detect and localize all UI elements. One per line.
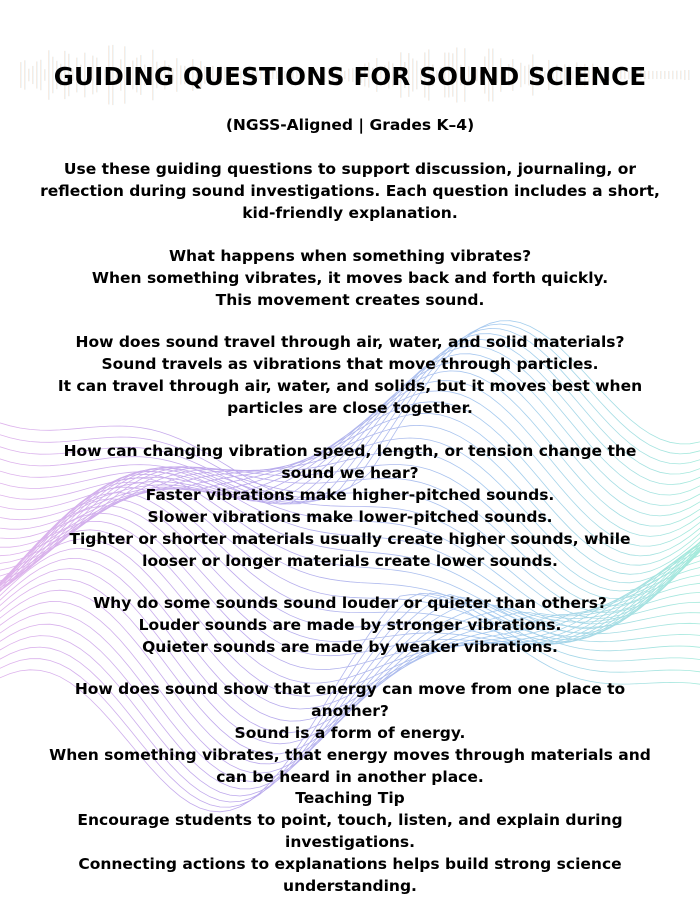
answer-line: Quieter sounds are made by weaker vibrations.	[142, 638, 558, 656]
question-block-2	[40, 331, 660, 419]
teaching-tip-line: Encourage students to point, touch, listen, and explain during investigations.	[77, 811, 623, 851]
teaching-tip-line: Connecting actions to explanations helps build strong science understanding.	[78, 855, 622, 895]
question-text: How can changing vibration speed, length, or tension change the sound we hear?	[63, 442, 637, 482]
page-subtitle: (NGSS-Aligned | Grades K–4)	[225, 116, 475, 134]
page-title: GUIDING QUESTIONS FOR SOUND SCIENCE	[53, 62, 647, 91]
question-block-4	[40, 592, 660, 658]
teaching-tip-heading: Teaching Tip	[295, 789, 405, 807]
question-block-5	[40, 678, 660, 788]
answer-line: Tighter or shorter materials usually create higher sounds, while looser or longer materials create lower sounds.	[69, 530, 631, 570]
answer-line: It can travel through air, water, and solids, but it moves best when particles are close together.	[57, 377, 643, 417]
teaching-tip	[40, 787, 660, 897]
answer-line: Faster vibrations make higher-pitched sounds.	[145, 486, 555, 504]
question-text: How does sound show that energy can move from one place to another?	[74, 680, 626, 720]
question-text: Why do some sounds sound louder or quieter than others?	[93, 594, 607, 612]
answer-line: Sound travels as vibrations that move through particles.	[101, 355, 599, 373]
question-block-3	[40, 440, 660, 572]
answer-line: Slower vibrations make lower-pitched sounds.	[147, 508, 553, 526]
answer-line: Sound is a form of energy.	[234, 724, 466, 742]
answer-line: When something vibrates, it moves back and forth quickly.	[91, 269, 609, 287]
question-text: How does sound travel through air, water, and solid materials?	[75, 333, 625, 351]
question-block-1	[40, 245, 660, 311]
answer-line: When something vibrates, that energy moves through materials and can be heard in another place.	[49, 746, 651, 786]
intro-paragraph: Use these guiding questions to support discussion, journaling, or reflection during sound investigations. Each question includes a short, kid-friendly explanation.	[40, 160, 660, 222]
question-text: What happens when something vibrates?	[168, 247, 532, 265]
answer-line: Louder sounds are made by stronger vibrations.	[138, 616, 562, 634]
answer-line: This movement creates sound.	[215, 291, 485, 309]
